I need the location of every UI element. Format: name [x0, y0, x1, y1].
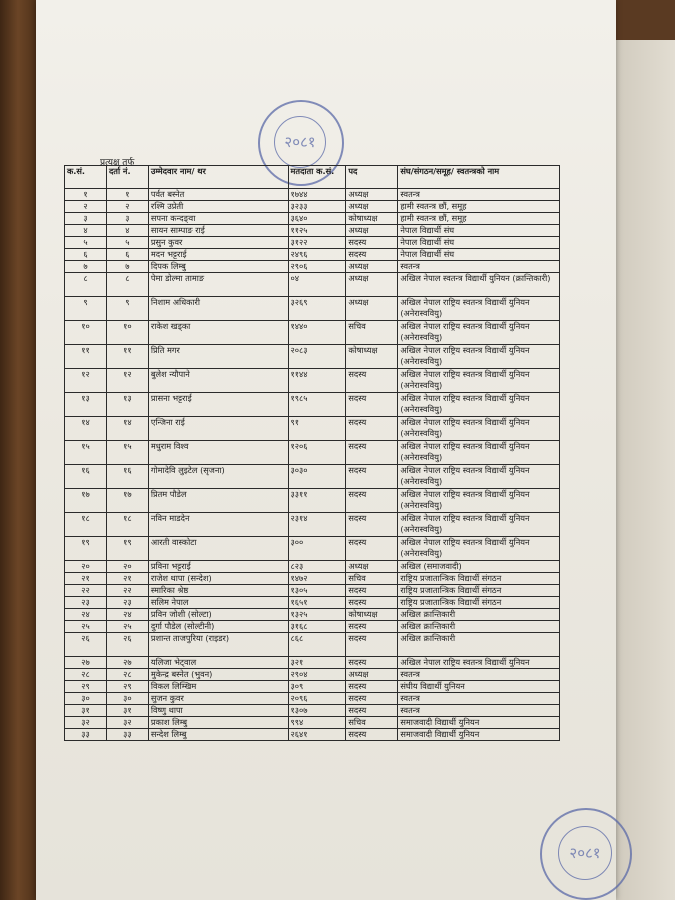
background-paper-right: [610, 40, 675, 900]
cell-voter-number: ८२३: [288, 561, 346, 573]
cell-candidate-name: सपना कन्दङ्वा: [148, 213, 288, 225]
seal-bottom-text: २०८१: [558, 826, 612, 880]
cell-voter-number: ३००: [288, 537, 346, 561]
table-row: [65, 273, 560, 297]
cell-organization: समाजवादी विद्यार्थी युनियन: [398, 729, 560, 741]
cell-post: अध्यक्ष: [346, 225, 398, 237]
cell-voter-number: ०४: [288, 273, 346, 297]
cell-registration: २७: [106, 657, 148, 669]
table-row: [65, 585, 560, 597]
cell-candidate-name: गोमादेवि लुइटेल (सृजना): [148, 465, 288, 489]
cell-serial: ११: [65, 345, 107, 369]
cell-organization: अखिल नेपाल राष्ट्रिय स्वतन्त्र विद्यार्थी युनियन (अनेरास्ववियु): [398, 465, 560, 489]
cell-serial: १४: [65, 417, 107, 441]
cell-post: अध्यक्ष: [346, 669, 398, 681]
cell-voter-number: ३६४०: [288, 213, 346, 225]
cell-candidate-name: मदन भट्टराई: [148, 249, 288, 261]
table-row: [65, 369, 560, 393]
cell-registration: १४: [106, 417, 148, 441]
cell-registration: १६: [106, 465, 148, 489]
cell-voter-number: ३०३०: [288, 465, 346, 489]
cell-registration: ४: [106, 225, 148, 237]
cell-candidate-name: प्रकाश लिम्बु: [148, 717, 288, 729]
cell-serial: ३३: [65, 729, 107, 741]
cell-registration: २८: [106, 669, 148, 681]
table-row: [65, 669, 560, 681]
cell-candidate-name: आरती वास्कोटा: [148, 537, 288, 561]
table-row: [65, 561, 560, 573]
cell-voter-number: १४४०: [288, 321, 346, 345]
cell-voter-number: १२०६: [288, 441, 346, 465]
table-header-row: [65, 166, 560, 189]
table-row: [65, 537, 560, 561]
cell-post: अध्यक्ष: [346, 201, 398, 213]
cell-serial: ७: [65, 261, 107, 273]
cell-organization: अखिल नेपाल राष्ट्रिय स्वतन्त्र विद्यार्थी युनियन (अनेरास्ववियु): [398, 513, 560, 537]
cell-registration: २६: [106, 633, 148, 657]
cell-serial: २५: [65, 621, 107, 633]
cell-candidate-name: स्मारिका श्रेष्ठ: [148, 585, 288, 597]
table-row: [65, 621, 560, 633]
cell-registration: ११: [106, 345, 148, 369]
header-candidate-name: उम्मेदवार नाम/ थर: [148, 166, 288, 189]
cell-post: सदस्य: [346, 489, 398, 513]
cell-candidate-name: सन्देश लिम्बु: [148, 729, 288, 741]
cell-voter-number: ३२६९: [288, 297, 346, 321]
table-row: [65, 189, 560, 201]
cell-candidate-name: राजेश थापा (सन्देश): [148, 573, 288, 585]
table-row: [65, 657, 560, 669]
cell-candidate-name: प्रासना भट्टराई: [148, 393, 288, 417]
cell-voter-number: १९८५: [288, 393, 346, 417]
cell-serial: १८: [65, 513, 107, 537]
cell-serial: २४: [65, 609, 107, 621]
table-row: [65, 609, 560, 621]
table-row: [65, 441, 560, 465]
cell-organization: अखिल नेपाल स्वतन्त्र विद्यार्थी युनियन (क्रान्तिकारी): [398, 273, 560, 297]
cell-candidate-name: सलिम नेपाल: [148, 597, 288, 609]
cell-registration: ३०: [106, 693, 148, 705]
table-row: [65, 225, 560, 237]
section-heading: प्रत्यक्ष तर्फ: [100, 158, 135, 168]
table-row: [65, 321, 560, 345]
cell-serial: २१: [65, 573, 107, 585]
cell-organization: अखिल नेपाल राष्ट्रिय स्वतन्त्र विद्यार्थी युनियन (अनेरास्ववियु): [398, 441, 560, 465]
seal-top-text: २०८१: [274, 116, 326, 168]
cell-registration: ५: [106, 237, 148, 249]
cell-post: सदस्य: [346, 597, 398, 609]
cell-voter-number: ३१२२: [288, 237, 346, 249]
cell-serial: १: [65, 189, 107, 201]
cell-serial: ४: [65, 225, 107, 237]
cell-organization: राष्ट्रिय प्रजातान्त्रिक विद्यार्थी संगठन: [398, 585, 560, 597]
cell-candidate-name: पर्वत बस्नेत: [148, 189, 288, 201]
cell-organization: अखिल क्रान्तिकारी: [398, 621, 560, 633]
table-row: [65, 681, 560, 693]
cell-organization: नेपाल विद्यार्थी संघ: [398, 225, 560, 237]
cell-serial: ९: [65, 297, 107, 321]
cell-serial: ३१: [65, 705, 107, 717]
cell-serial: २: [65, 201, 107, 213]
cell-post: सदस्य: [346, 585, 398, 597]
cell-organization: हामी स्वतन्त्र छौं, समूह: [398, 213, 560, 225]
cell-voter-number: २९०४: [288, 669, 346, 681]
cell-voter-number: २०९६: [288, 693, 346, 705]
table-row: [65, 261, 560, 273]
cell-organization: अखिल क्रान्तिकारी: [398, 609, 560, 621]
cell-candidate-name: विकल लिम्खिम: [148, 681, 288, 693]
cell-candidate-name: दुर्गा पौडेल (सोल्टीनी): [148, 621, 288, 633]
cell-post: सदस्य: [346, 537, 398, 561]
cell-candidate-name: मुकेन्द्र बस्नेत (भुवन): [148, 669, 288, 681]
cell-candidate-name: प्रसुन कुवर: [148, 237, 288, 249]
cell-organization: नेपाल विद्यार्थी संघ: [398, 249, 560, 261]
cell-serial: १५: [65, 441, 107, 465]
cell-registration: २५: [106, 621, 148, 633]
cell-registration: १७: [106, 489, 148, 513]
cell-serial: ५: [65, 237, 107, 249]
cell-post: सदस्य: [346, 693, 398, 705]
cell-candidate-name: प्रितम पौडेल: [148, 489, 288, 513]
cell-voter-number: ११२५: [288, 225, 346, 237]
table-row: [65, 705, 560, 717]
cell-organization: समाजवादी विद्यार्थी युनियन: [398, 717, 560, 729]
cell-registration: २०: [106, 561, 148, 573]
cell-candidate-name: सायन साम्पाङ राई: [148, 225, 288, 237]
cell-registration: २२: [106, 585, 148, 597]
cell-organization: संघीय विद्यार्थी युनियन: [398, 681, 560, 693]
table-row: [65, 717, 560, 729]
cell-serial: ६: [65, 249, 107, 261]
cell-registration: २३: [106, 597, 148, 609]
cell-serial: २८: [65, 669, 107, 681]
cell-registration: १५: [106, 441, 148, 465]
cell-post: सदस्य: [346, 417, 398, 441]
cell-registration: ३३: [106, 729, 148, 741]
cell-registration: १८: [106, 513, 148, 537]
cell-serial: ८: [65, 273, 107, 297]
cell-organization: स्वतन्त्र: [398, 705, 560, 717]
cell-candidate-name: दिपक लिम्बु: [148, 261, 288, 273]
cell-voter-number: २४९६: [288, 249, 346, 261]
cell-registration: १९: [106, 537, 148, 561]
cell-organization: अखिल नेपाल राष्ट्रिय स्वतन्त्र विद्यार्थी युनियन (अनेरास्ववियु): [398, 321, 560, 345]
cell-voter-number: ९९४: [288, 717, 346, 729]
cell-organization: स्वतन्त्र: [398, 189, 560, 201]
cell-serial: २०: [65, 561, 107, 573]
cell-serial: १९: [65, 537, 107, 561]
cell-registration: ७: [106, 261, 148, 273]
cell-registration: १२: [106, 369, 148, 393]
cell-registration: ६: [106, 249, 148, 261]
table-row: [65, 573, 560, 585]
header-registration: दर्ता नं.: [106, 166, 148, 189]
header-voter-number: मतदाता क.सं.: [288, 166, 346, 189]
cell-post: सदस्य: [346, 729, 398, 741]
cell-voter-number: १३२५: [288, 609, 346, 621]
table-row: [65, 465, 560, 489]
cell-voter-number: २९०६: [288, 261, 346, 273]
header-organization: संघ/संगठन/समूह/ स्वतन्त्रको नाम: [398, 166, 560, 189]
cell-post: सदस्य: [346, 369, 398, 393]
table-row: [65, 693, 560, 705]
cell-post: अध्यक्ष: [346, 189, 398, 201]
cell-voter-number: ३१६८: [288, 621, 346, 633]
cell-candidate-name: प्रविना भट्टराई: [148, 561, 288, 573]
cell-serial: ३: [65, 213, 107, 225]
cell-candidate-name: राकेश खड्का: [148, 321, 288, 345]
cell-voter-number: १४७२: [288, 573, 346, 585]
table-row: [65, 237, 560, 249]
cell-serial: १२: [65, 369, 107, 393]
table-row: [65, 597, 560, 609]
cell-voter-number: २३१४: [288, 513, 346, 537]
cell-serial: १३: [65, 393, 107, 417]
cell-registration: २९: [106, 681, 148, 693]
cell-serial: १०: [65, 321, 107, 345]
cell-organization: अखिल (समाजवादी): [398, 561, 560, 573]
table-row: [65, 249, 560, 261]
cell-voter-number: १३०५: [288, 585, 346, 597]
cell-organization: अखिल नेपाल राष्ट्रिय स्वतन्त्र विद्यार्थी युनियन (अनेरास्ववियु): [398, 489, 560, 513]
cell-post: सचिव: [346, 717, 398, 729]
cell-serial: १६: [65, 465, 107, 489]
cell-serial: २२: [65, 585, 107, 597]
cell-post: सचिव: [346, 573, 398, 585]
cell-post: सदस्य: [346, 249, 398, 261]
cell-post: सदस्य: [346, 705, 398, 717]
cell-serial: २७: [65, 657, 107, 669]
cell-organization: अखिल नेपाल राष्ट्रिय स्वतन्त्र विद्यार्थी युनियन (अनेरास्ववियु): [398, 345, 560, 369]
table-row: [65, 393, 560, 417]
cell-candidate-name: प्रविन जोशी (सोल्टा): [148, 609, 288, 621]
cell-post: अध्यक्ष: [346, 561, 398, 573]
cell-organization: राष्ट्रिय प्रजातान्त्रिक विद्यार्थी संगठन: [398, 597, 560, 609]
cell-registration: ९: [106, 297, 148, 321]
cell-candidate-name: एन्जिना राई: [148, 417, 288, 441]
cell-candidate-name: मधुराम विश्व: [148, 441, 288, 465]
cell-post: कोषाध्यक्ष: [346, 213, 398, 225]
cell-registration: ८: [106, 273, 148, 297]
cell-organization: अखिल नेपाल राष्ट्रिय स्वतन्त्र विद्यार्थी युनियन: [398, 657, 560, 669]
cell-voter-number: ३२३३: [288, 201, 346, 213]
cell-candidate-name: नविन माडदेन: [148, 513, 288, 537]
cell-candidate-name: विष्णु थापा: [148, 705, 288, 717]
cell-organization: अखिल नेपाल राष्ट्रिय स्वतन्त्र विद्यार्थी युनियन (अनेरास्ववियु): [398, 537, 560, 561]
cell-voter-number: ११४४: [288, 369, 346, 393]
table-row: [65, 213, 560, 225]
cell-organization: अखिल नेपाल राष्ट्रिय स्वतन्त्र विद्यार्थी युनियन (अनेरास्ववियु): [398, 297, 560, 321]
cell-candidate-name: रश्मि उप्रेती: [148, 201, 288, 213]
cell-post: कोषाध्यक्ष: [346, 345, 398, 369]
cell-organization: राष्ट्रिय प्रजातान्त्रिक विद्यार्थी संगठन: [398, 573, 560, 585]
table-row: [65, 417, 560, 441]
cell-candidate-name: प्रशान्त ताजपुरिया (राइडर): [148, 633, 288, 657]
cell-voter-number: १७४४: [288, 189, 346, 201]
cell-voter-number: १६५१: [288, 597, 346, 609]
cell-post: सदस्य: [346, 621, 398, 633]
cell-post: सदस्य: [346, 633, 398, 657]
cell-serial: २६: [65, 633, 107, 657]
cell-post: सदस्य: [346, 657, 398, 669]
cell-organization: अखिल नेपाल राष्ट्रिय स्वतन्त्र विद्यार्थी युनियन (अनेरास्ववियु): [398, 393, 560, 417]
cell-registration: ३२: [106, 717, 148, 729]
cell-post: सदस्य: [346, 513, 398, 537]
table-row: [65, 513, 560, 537]
cell-voter-number: ३०९: [288, 681, 346, 693]
cell-voter-number: ८६८: [288, 633, 346, 657]
cell-serial: २३: [65, 597, 107, 609]
table-body: [65, 189, 560, 741]
cell-serial: २९: [65, 681, 107, 693]
cell-voter-number: ९१: [288, 417, 346, 441]
cell-registration: १: [106, 189, 148, 201]
table-row: [65, 729, 560, 741]
cell-registration: २: [106, 201, 148, 213]
cell-candidate-name: निशाम अधिकारी: [148, 297, 288, 321]
cell-post: सदस्य: [346, 465, 398, 489]
cell-serial: १७: [65, 489, 107, 513]
official-seal-bottom: [540, 808, 632, 900]
cell-voter-number: ३२१: [288, 657, 346, 669]
cell-candidate-name: यलिजा भेट्वाल: [148, 657, 288, 669]
cell-candidate-name: सुजन कुवर: [148, 693, 288, 705]
cell-post: अध्यक्ष: [346, 297, 398, 321]
cell-registration: १०: [106, 321, 148, 345]
cell-registration: ३: [106, 213, 148, 225]
wooden-board-left: [0, 0, 40, 900]
cell-organization: नेपाल विद्यार्थी संघ: [398, 237, 560, 249]
header-serial: क.सं.: [65, 166, 107, 189]
cell-voter-number: १३०७: [288, 705, 346, 717]
cell-organization: अखिल नेपाल राष्ट्रिय स्वतन्त्र विद्यार्थी युनियन (अनेरास्ववियु): [398, 369, 560, 393]
table-row: [65, 345, 560, 369]
table-row: [65, 633, 560, 657]
cell-serial: ३०: [65, 693, 107, 705]
cell-candidate-name: पेमा डोल्मा तामाङ: [148, 273, 288, 297]
cell-post: कोषाध्यक्ष: [346, 609, 398, 621]
table-row: [65, 297, 560, 321]
cell-post: सदस्य: [346, 681, 398, 693]
cell-registration: १३: [106, 393, 148, 417]
cell-organization: स्वतन्त्र: [398, 261, 560, 273]
table-row: [65, 201, 560, 213]
header-post: पद: [346, 166, 398, 189]
cell-voter-number: २०८३: [288, 345, 346, 369]
cell-post: सचिव: [346, 321, 398, 345]
cell-registration: २१: [106, 573, 148, 585]
cell-organization: अखिल क्रान्तिकारी: [398, 633, 560, 657]
candidate-table: [64, 165, 560, 741]
cell-organization: स्वतन्त्र: [398, 669, 560, 681]
cell-post: अध्यक्ष: [346, 273, 398, 297]
table-row: [65, 489, 560, 513]
cell-post: सदस्य: [346, 393, 398, 417]
cell-candidate-name: बुलेश न्यौपाने: [148, 369, 288, 393]
cell-post: अध्यक्ष: [346, 261, 398, 273]
cell-post: सदस्य: [346, 237, 398, 249]
cell-organization: अखिल नेपाल राष्ट्रिय स्वतन्त्र विद्यार्थी युनियन (अनेरास्ववियु): [398, 417, 560, 441]
cell-voter-number: ३३११: [288, 489, 346, 513]
cell-organization: हामी स्वतन्त्र छौं, समूह: [398, 201, 560, 213]
cell-post: सदस्य: [346, 441, 398, 465]
cell-voter-number: २६४१: [288, 729, 346, 741]
cell-registration: २४: [106, 609, 148, 621]
cell-registration: ३१: [106, 705, 148, 717]
cell-candidate-name: प्रिति मगर: [148, 345, 288, 369]
cell-organization: स्वतन्त्र: [398, 693, 560, 705]
cell-serial: ३२: [65, 717, 107, 729]
